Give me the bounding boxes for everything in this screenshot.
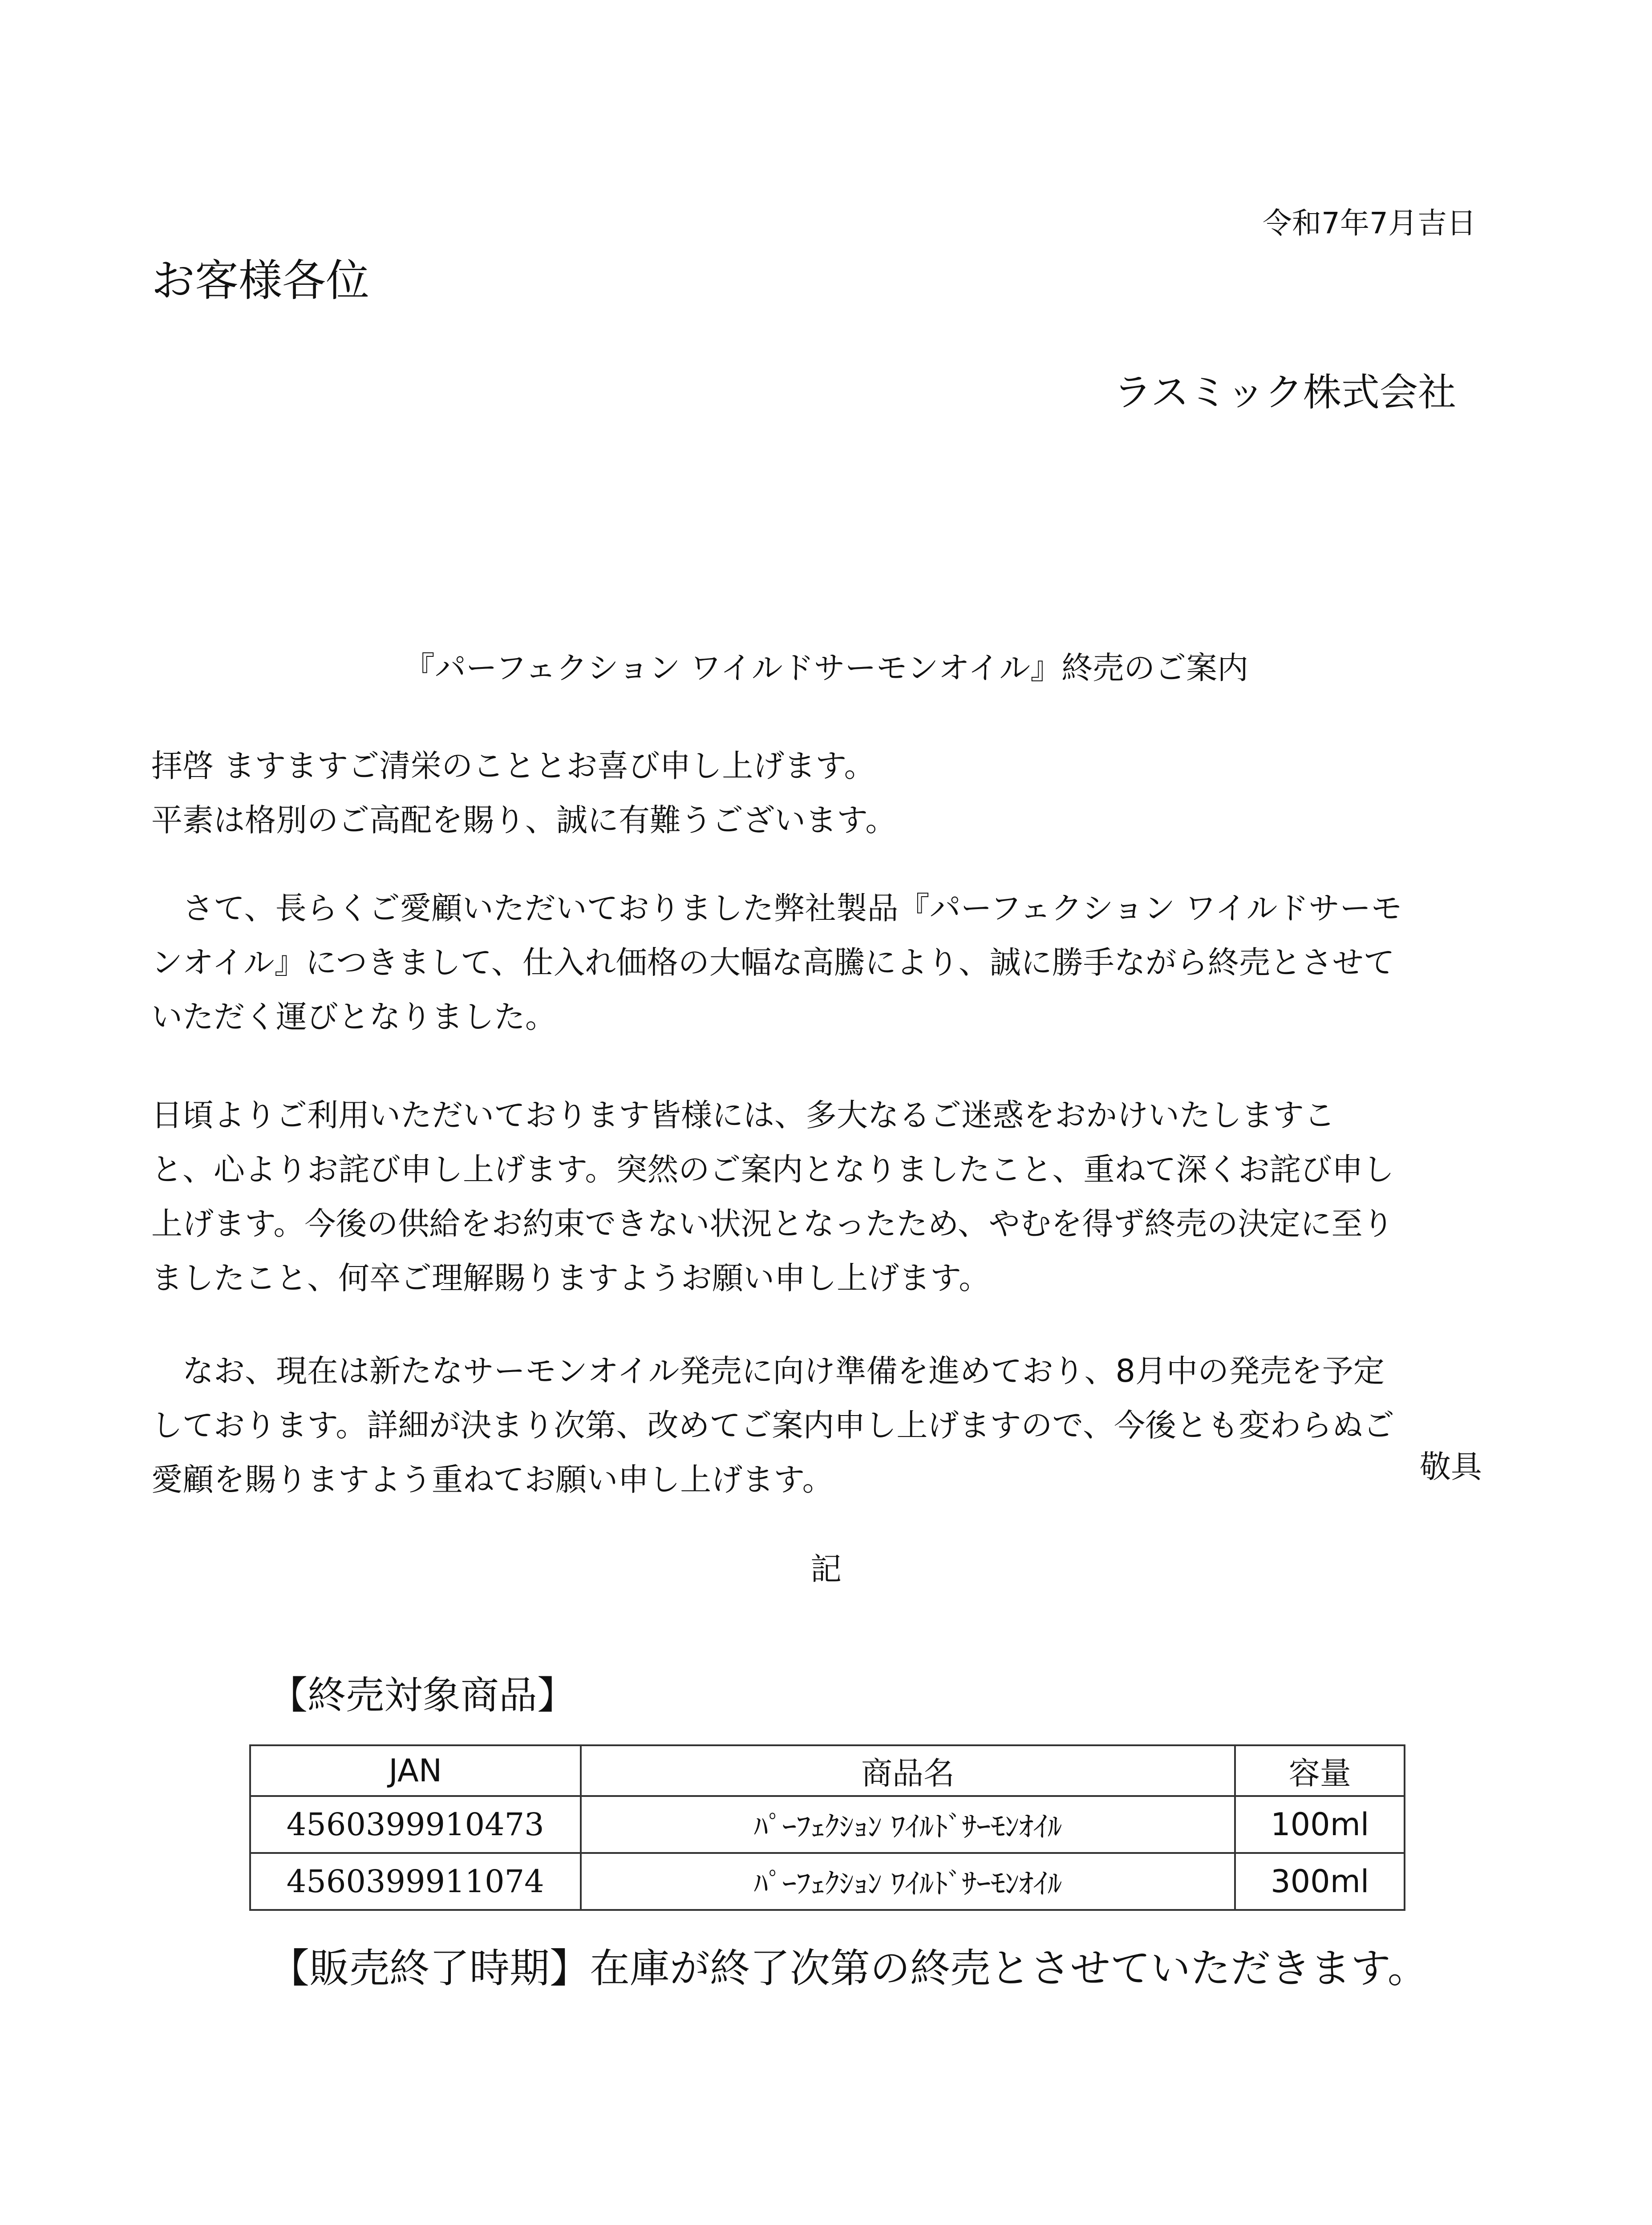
jan-cell: 4560399911074 <box>250 1853 581 1910</box>
document-date: 令和7年7月吉日 <box>1263 206 1476 240</box>
announcement-paragraph <box>151 881 1504 1044</box>
ki-marker: 記 <box>810 1551 842 1587</box>
table-row <box>250 1853 1405 1910</box>
volume-cell: 100ml <box>1235 1796 1405 1853</box>
paragraph-line: なお、現在は新たなサーモンオイル発売に向け準備を進めており、8月中の発売を予定 <box>151 1353 1385 1389</box>
column-header-product-name: 商品名 <box>581 1745 1235 1796</box>
product-name-cell: ﾊﾟｰﾌｪｸｼｮﾝ ﾜｲﾙﾄﾞｻｰﾓﾝｵｲﾙ <box>581 1796 1235 1853</box>
column-header-jan: JAN <box>250 1745 581 1796</box>
paragraph-line: 日頃よりご利用いただいております皆様には、多大なるご迷惑をおかけいたしますこ <box>151 1097 1335 1133</box>
apology-paragraph <box>151 1088 1504 1305</box>
volume-cell: 300ml <box>1235 1853 1405 1910</box>
addressee: お客様各位 <box>151 255 370 306</box>
paragraph-line: と、心よりお詫び申し上げます。突然のご案内となりましたこと、重ねて深くお詫び申し <box>151 1151 1394 1188</box>
new-product-paragraph <box>151 1344 1504 1507</box>
greeting-paragraph <box>151 739 1504 847</box>
paragraph-line: いただく運びとなりました。 <box>151 999 556 1035</box>
products-table <box>249 1744 1405 1911</box>
paragraph-line: 上げます。今後の供給をお約束できない状況となったため、やむを得ず終売の決定に至り <box>151 1206 1394 1242</box>
paragraph-line: ンオイル』につきまして、仕入れ価格の大幅な高騰により、誠に勝手ながら終売とさせて <box>151 944 1395 981</box>
paragraph-line: 愛顧を賜りますよう重ねてお願い申し上げます。 <box>151 1461 834 1498</box>
paragraph-line: ましたこと、何卒ご理解賜りますようお願い申し上げます。 <box>151 1260 990 1296</box>
jan-cell: 4560399910473 <box>250 1796 581 1853</box>
table-header-row <box>250 1745 1405 1796</box>
paragraph-line: さて、長らくご愛顧いただいておりました弊社製品『パーフェクション ワイルドサーモ <box>151 890 1402 926</box>
sales-end-period: 【販売終了時期】在庫が終了次第の終売とさせていただきます。 <box>269 1945 1428 1992</box>
paragraph-line: 平素は格別のご高配を賜り、誠に有難うございます。 <box>151 802 897 838</box>
paragraph-line: しております。詳細が決まり次第、改めてご案内申し上げますので、今後とも変わらぬご <box>151 1407 1394 1444</box>
product-name-cell: ﾊﾟｰﾌｪｸｼｮﾝ ﾜｲﾙﾄﾞｻｰﾓﾝｵｲﾙ <box>581 1853 1235 1910</box>
closing-keigu: 敬具 <box>1420 1448 1482 1485</box>
document-title: 『パーフェクション ワイルドサーモンオイル』終売のご案内 <box>403 650 1249 686</box>
company-name: ラスミック株式会社 <box>1113 370 1456 415</box>
table-row <box>250 1796 1405 1853</box>
column-header-volume: 容量 <box>1235 1745 1405 1796</box>
products-section-title: 【終売対象商品】 <box>269 1673 575 1718</box>
paragraph-line: 拝啓 ますますご清栄のこととお喜び申し上げます。 <box>151 748 875 784</box>
